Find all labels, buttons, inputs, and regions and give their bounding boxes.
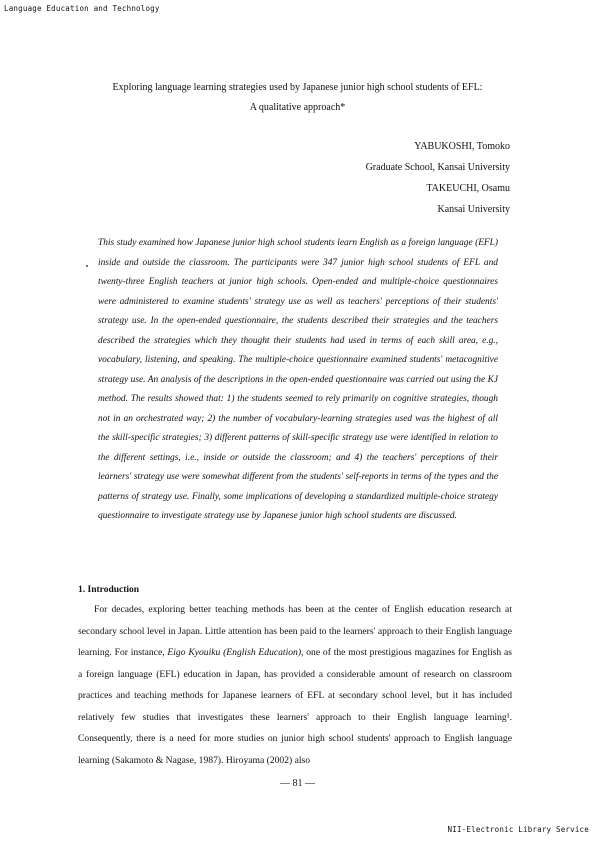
journal-header: Language Education and Technology	[4, 4, 160, 13]
body-paragraph	[78, 599, 512, 771]
section-heading-introduction: 1. Introduction	[78, 585, 140, 595]
author-1-affiliation: Graduate School, Kansai University	[365, 162, 510, 173]
author-2-affiliation: Kansai University	[437, 204, 510, 215]
magazine-title: Eigo Kyouiku (English Education)	[167, 647, 302, 658]
body-paragraph-start: For decades, exploring better teaching methods has been at the center of English education research at secondary school level in Japan. Little attention has been paid to the learners' approach to their English language learning. For instance,	[78, 604, 512, 658]
title-line-2: A qualitative approach*	[249, 102, 346, 113]
page-number: — 81 —	[280, 778, 315, 789]
author-1-name: YABUKOSHI, Tomoko	[414, 141, 510, 152]
body-text	[78, 599, 512, 771]
abstract-text: This study examined how Japanese junior high school students learn English as a foreign language (EFL) inside and outside the classroom. The participants were 347 junior high school students of EFL and twenty-three English teachers at junior high schools. Open-ended and multiple-choice questionnaires were administered to examine students' strategy use as well as teachers' perceptions of their students' strategy use. In the open-ended questionnaire, the students described their strategies and the teachers described the strategies which they thought their students had used in terms of each skill area, e.g., vocabulary, listening, and speaking. The multiple-choice questionnaire examined students' metacognitive strategy use. An analysis of the descriptions in the open-ended questionnaire was carried out using the KJ method. The results showed that: 1) the students seemed to rely primarily on cognitive strategies, though not in an orchestrated way; 2) the number of vocabulary-learning strategies used was the highest of all the skill-specific strategies; 3) different patterns of skill-specific strategy use were identified in relation to the different settings, i.e., inside or outside the classroom; and 4) the teachers' perceptions of their learners' strategy use were somewhat different from the students' self-reports in terms of the types and the patterns of strategy use. Finally, some implications of developing a standardized multiple-choice strategy questionnaire to investigate strategy use by Japanese junior high school students are discussed.	[98, 238, 498, 521]
scan-speck	[86, 265, 88, 267]
library-footer: NII-Electronic Library Service	[447, 825, 589, 834]
title-line-1: Exploring language learning strategies used by Japanese junior high school students of EFL:	[112, 82, 483, 93]
body-paragraph-end: , one of the most prestigious magazines for English as a foreign language (EFL) education in Japan, has provided a considerable amount of research on classroom practices and teaching methods for Japanese learners of EFL at secondary school level, but it has included relatively few studies that investigates these learners' approach to their English language learning¹. Consequently, there is a need for more studies on junior high school students' approach to English language learning (Sakamoto & Nagase, 1987). Hiroyama (2002) also	[78, 647, 512, 766]
article-title	[60, 78, 535, 118]
author-block	[366, 136, 510, 220]
abstract	[98, 234, 498, 527]
author-2-name: TAKEUCHI, Osamu	[426, 183, 510, 194]
